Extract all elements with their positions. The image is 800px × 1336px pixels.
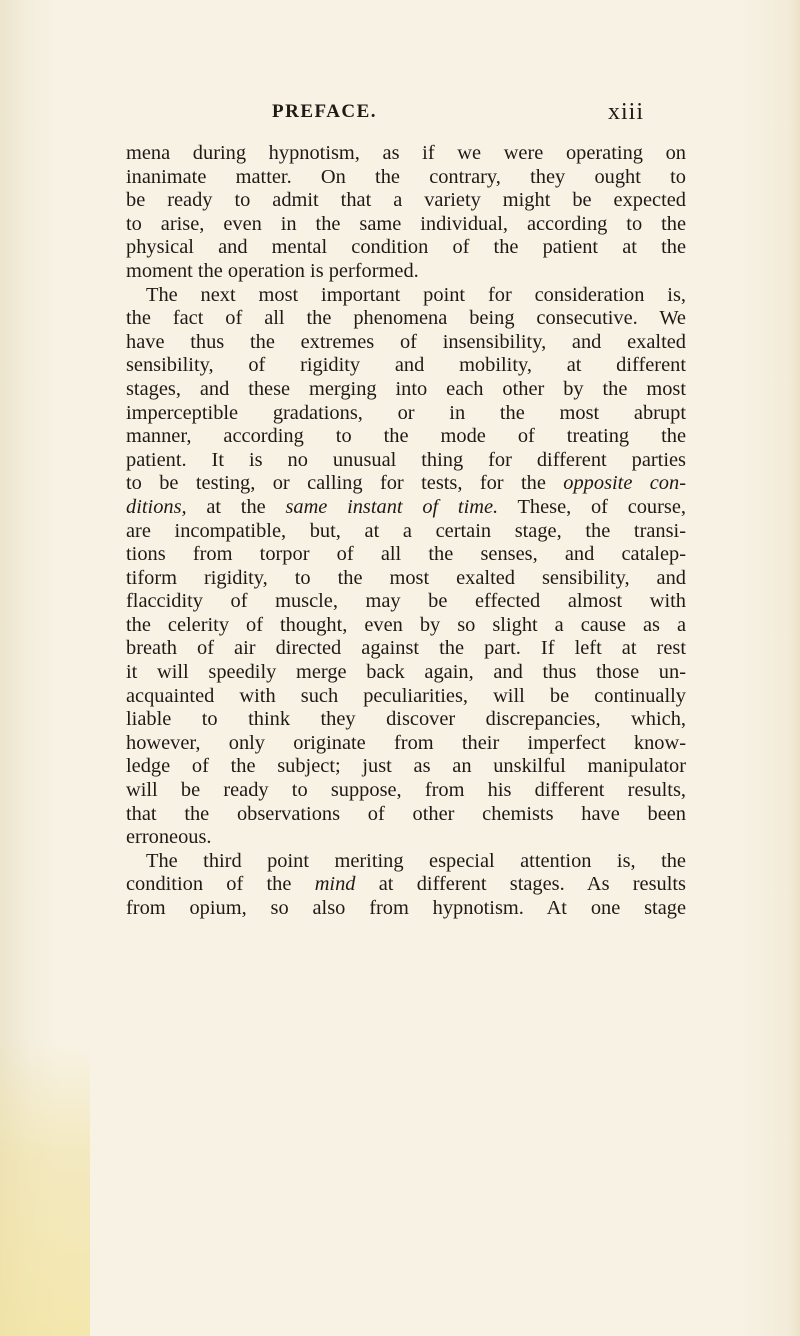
text-segment: patient. It is no unusual thing for different parties bbox=[126, 448, 686, 471]
italic-segment: opposite con- bbox=[563, 472, 686, 495]
text-segment: flaccidity of muscle, may be effected almost with bbox=[126, 590, 686, 613]
text-segment: erroneous. bbox=[126, 826, 212, 849]
text-line bbox=[126, 873, 686, 897]
text-line bbox=[126, 803, 686, 827]
text-segment: it will speedily merge back again, and thus those un- bbox=[126, 661, 686, 684]
text-line bbox=[126, 166, 686, 190]
text-line bbox=[126, 590, 686, 614]
text-segment: The third point meriting especial attention is, the bbox=[146, 849, 686, 872]
text-line bbox=[126, 378, 686, 402]
italic-segment: ditions, bbox=[126, 495, 187, 518]
text-line bbox=[126, 213, 686, 237]
text-segment: sensibility, of rigidity and mobility, at different bbox=[126, 354, 686, 377]
text-segment: the fact of all the phenomena being consecutive. We bbox=[126, 307, 686, 330]
text-segment: will be ready to suppose, from his different results, bbox=[126, 779, 686, 802]
text-line bbox=[126, 331, 686, 355]
text-segment: ledge of the subject; just as an unskilful manipulator bbox=[126, 755, 686, 778]
text-line bbox=[126, 142, 686, 166]
page-number: xiii bbox=[608, 99, 645, 125]
text-line bbox=[126, 685, 686, 709]
text-line bbox=[126, 449, 686, 473]
text-line bbox=[126, 472, 686, 496]
paper-stain bbox=[0, 1040, 90, 1336]
text-segment: are incompatible, but, at a certain stage, the transi- bbox=[126, 519, 686, 542]
text-segment: that the observations of other chemists have been bbox=[126, 802, 686, 825]
text-line bbox=[126, 189, 686, 213]
text-line bbox=[126, 826, 686, 850]
text-segment: physical and mental condition of the patient at the bbox=[126, 236, 686, 259]
text-line bbox=[126, 637, 686, 661]
text-segment: from opium, so also from hypnotism. At one stage bbox=[126, 897, 686, 919]
text-segment: have thus the extremes of insensibility, and exalted bbox=[126, 330, 686, 353]
text-segment: at the bbox=[186, 495, 286, 518]
text-line bbox=[126, 567, 686, 591]
text-segment: be ready to admit that a variety might be expected bbox=[126, 189, 686, 212]
text-line bbox=[126, 284, 686, 308]
text-line bbox=[126, 236, 686, 260]
text-segment: mena during hypnotism, as if we were operating on bbox=[126, 142, 686, 164]
text-segment: breath of air directed against the part. If left at rest bbox=[126, 637, 686, 660]
italic-segment: same instant of time. bbox=[285, 495, 499, 518]
running-head-title: PREFACE. bbox=[272, 101, 378, 122]
text-segment: however, only originate from their imperfect know- bbox=[126, 731, 686, 754]
text-line bbox=[126, 755, 686, 779]
text-line bbox=[126, 307, 686, 331]
text-segment: tions from torpor of all the senses, and catalep- bbox=[126, 543, 686, 566]
text-segment: acquainted with such peculiarities, will be continually bbox=[126, 684, 686, 707]
text-segment: tiform rigidity, to the most exalted sensibility, and bbox=[126, 566, 686, 589]
text-segment: imperceptible gradations, or in the most abrupt bbox=[126, 401, 686, 424]
text-line bbox=[126, 496, 686, 520]
text-line bbox=[126, 779, 686, 803]
text-segment: the celerity of thought, even by so slight a cause as a bbox=[126, 613, 686, 636]
text-segment: to arise, even in the same individual, according to the bbox=[126, 212, 686, 235]
text-segment: These, of course, bbox=[498, 495, 687, 518]
text-line bbox=[126, 520, 686, 544]
text-line bbox=[126, 897, 686, 921]
text-line bbox=[126, 850, 686, 874]
text-segment: condition of the bbox=[126, 873, 315, 896]
text-segment: inanimate matter. On the contrary, they ought to bbox=[126, 165, 686, 188]
text-segment: The next most important point for consideration is, bbox=[146, 283, 686, 306]
text-line bbox=[126, 708, 686, 732]
body-text bbox=[126, 142, 686, 921]
text-segment: at different stages. As results bbox=[355, 873, 686, 896]
text-line bbox=[126, 543, 686, 567]
running-head bbox=[0, 101, 800, 131]
text-segment: liable to think they discover discrepancies, which, bbox=[126, 708, 686, 731]
italic-segment: mind bbox=[314, 873, 356, 896]
text-line bbox=[126, 402, 686, 426]
text-line bbox=[126, 354, 686, 378]
text-segment: moment the operation is performed. bbox=[126, 259, 419, 282]
text-line bbox=[126, 732, 686, 756]
text-line bbox=[126, 614, 686, 638]
text-segment: stages, and these merging into each other by the most bbox=[126, 377, 686, 400]
text-line bbox=[126, 661, 686, 685]
text-line bbox=[126, 260, 686, 284]
text-segment: to be testing, or calling for tests, for the bbox=[126, 472, 564, 495]
text-segment: manner, according to the mode of treating the bbox=[126, 425, 686, 448]
text-line bbox=[126, 425, 686, 449]
